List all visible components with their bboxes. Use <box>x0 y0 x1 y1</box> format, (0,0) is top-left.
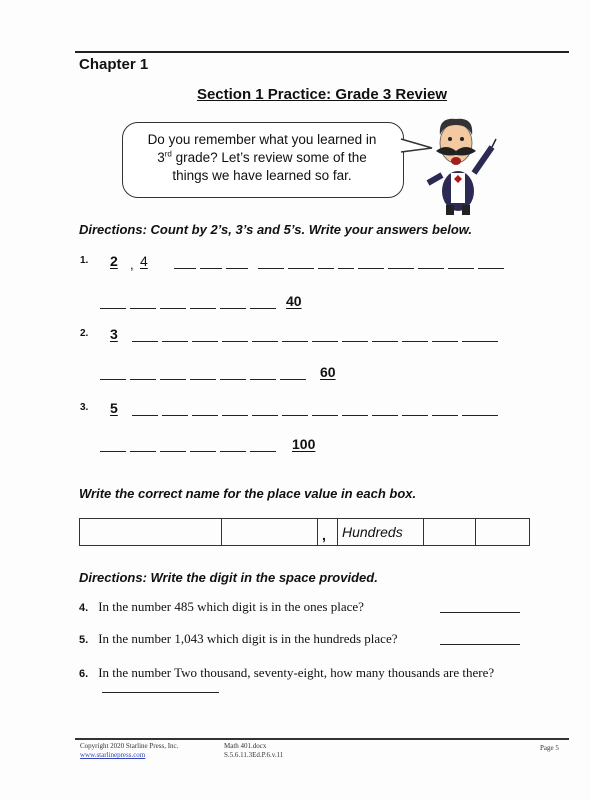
item-1-row-1 <box>100 247 510 272</box>
place-value-box-hundreds: Hundreds <box>338 519 424 545</box>
blank <box>288 248 314 269</box>
item-2-row-2 <box>100 358 360 380</box>
blank <box>250 288 276 309</box>
question-6 <box>79 665 494 681</box>
footer-left <box>80 742 178 760</box>
footer-rule <box>75 738 569 740</box>
blank <box>130 288 156 309</box>
file-name: Math 401.docx <box>224 742 267 750</box>
blank <box>252 321 278 342</box>
item-3-number: 3. <box>80 402 89 413</box>
blank <box>282 321 308 342</box>
top-rule <box>75 51 569 53</box>
blank <box>100 431 126 452</box>
blank <box>220 288 246 309</box>
question-5 <box>79 631 397 647</box>
item-1-first-value: 2 <box>110 253 118 269</box>
place-value-box[interactable] <box>476 519 527 545</box>
blank <box>318 248 334 269</box>
blank <box>432 321 458 342</box>
section-title: Section 1 Practice: Grade 3 Review <box>196 86 448 103</box>
blank <box>220 431 246 452</box>
item-3-last-value: 100 <box>292 436 316 452</box>
blank <box>462 321 498 342</box>
blank <box>190 431 216 452</box>
blank <box>130 359 156 380</box>
website-link[interactable]: www.starlinepress.com <box>80 751 146 759</box>
item-2-row-1 <box>100 320 510 342</box>
blank <box>342 321 368 342</box>
blank <box>226 248 248 269</box>
blank <box>200 248 222 269</box>
blank <box>250 359 276 380</box>
item-2-first-value: 3 <box>110 326 118 342</box>
digits-directions: Directions: Write the digit in the space provided. <box>79 570 378 585</box>
place-value-directions: Write the correct name for the place value in each box. <box>79 486 417 501</box>
blank <box>312 395 338 416</box>
item-2-last-value: 60 <box>320 364 336 380</box>
blank <box>462 395 498 416</box>
blank <box>160 288 186 309</box>
blank <box>162 321 188 342</box>
blank <box>162 395 188 416</box>
question-5-number: 5. <box>79 634 89 646</box>
answer-line-6[interactable] <box>102 692 219 693</box>
blank <box>130 431 156 452</box>
answer-line-4[interactable] <box>440 612 520 613</box>
item-1-number: 1. <box>80 255 89 266</box>
place-value-box[interactable] <box>222 519 318 545</box>
blank <box>282 395 308 416</box>
counting-directions: Directions: Count by 2’s, 3’s and 5’s. Write your answers below. <box>79 222 473 237</box>
blank <box>190 288 216 309</box>
blank <box>132 395 158 416</box>
item-1-last-value: 40 <box>286 293 302 309</box>
blank <box>448 248 474 269</box>
item-1-row-2 <box>100 287 330 309</box>
question-4-text: In the number 485 which digit is in the ones place? <box>98 599 364 614</box>
question-4-number: 4. <box>79 602 89 614</box>
blank <box>312 321 338 342</box>
comma: , <box>130 257 134 272</box>
page-number: Page 5 <box>540 744 559 752</box>
blank <box>280 359 306 380</box>
place-value-table <box>79 518 530 546</box>
place-value-box[interactable] <box>424 519 476 545</box>
footer-center <box>224 742 283 760</box>
blank <box>342 395 368 416</box>
blank <box>478 248 504 269</box>
blank <box>160 431 186 452</box>
blank <box>222 395 248 416</box>
blank <box>192 395 218 416</box>
question-6-number: 6. <box>79 668 89 680</box>
blank <box>372 395 398 416</box>
blank <box>192 321 218 342</box>
mustached-teacher-illustration <box>418 113 498 215</box>
blank <box>252 395 278 416</box>
speech-bubble-text: Do you remember what you learned in 3rd grade? Let’s review some of the things we have learned so far. <box>147 132 377 183</box>
version-code: S.5.6.11.3Ed.P.6.v.11 <box>224 751 284 759</box>
question-4 <box>79 599 364 615</box>
blank <box>174 248 196 269</box>
blank <box>388 248 414 269</box>
place-value-box[interactable] <box>80 519 222 545</box>
question-5-text: In the number 1,043 which digit is in the hundreds place? <box>98 631 398 646</box>
item-3-row-2 <box>100 430 340 452</box>
question-6-text: In the number Two thousand, seventy-eight, how many thousands are there? <box>98 665 495 680</box>
blank <box>100 359 126 380</box>
answer-line-5[interactable] <box>440 644 520 645</box>
blank <box>222 321 248 342</box>
blank <box>220 359 246 380</box>
blank <box>402 395 428 416</box>
item-1-second-value: 4 <box>140 253 148 269</box>
item-3-first-value: 5 <box>110 400 118 416</box>
blank <box>190 359 216 380</box>
blank <box>132 321 158 342</box>
blank <box>372 321 398 342</box>
blank <box>258 248 284 269</box>
item-2-number: 2. <box>80 328 89 339</box>
item-3-row-1 <box>100 394 510 416</box>
blank <box>432 395 458 416</box>
blank <box>418 248 444 269</box>
blank <box>402 321 428 342</box>
blank <box>338 248 354 269</box>
thousands-comma: , <box>318 519 338 545</box>
copyright-text: Copyright 2020 Starline Press, Inc. <box>80 742 179 750</box>
chapter-heading: Chapter 1 <box>79 56 149 73</box>
blank <box>160 359 186 380</box>
blank <box>100 288 126 309</box>
blank <box>250 431 276 452</box>
blank <box>358 248 384 269</box>
